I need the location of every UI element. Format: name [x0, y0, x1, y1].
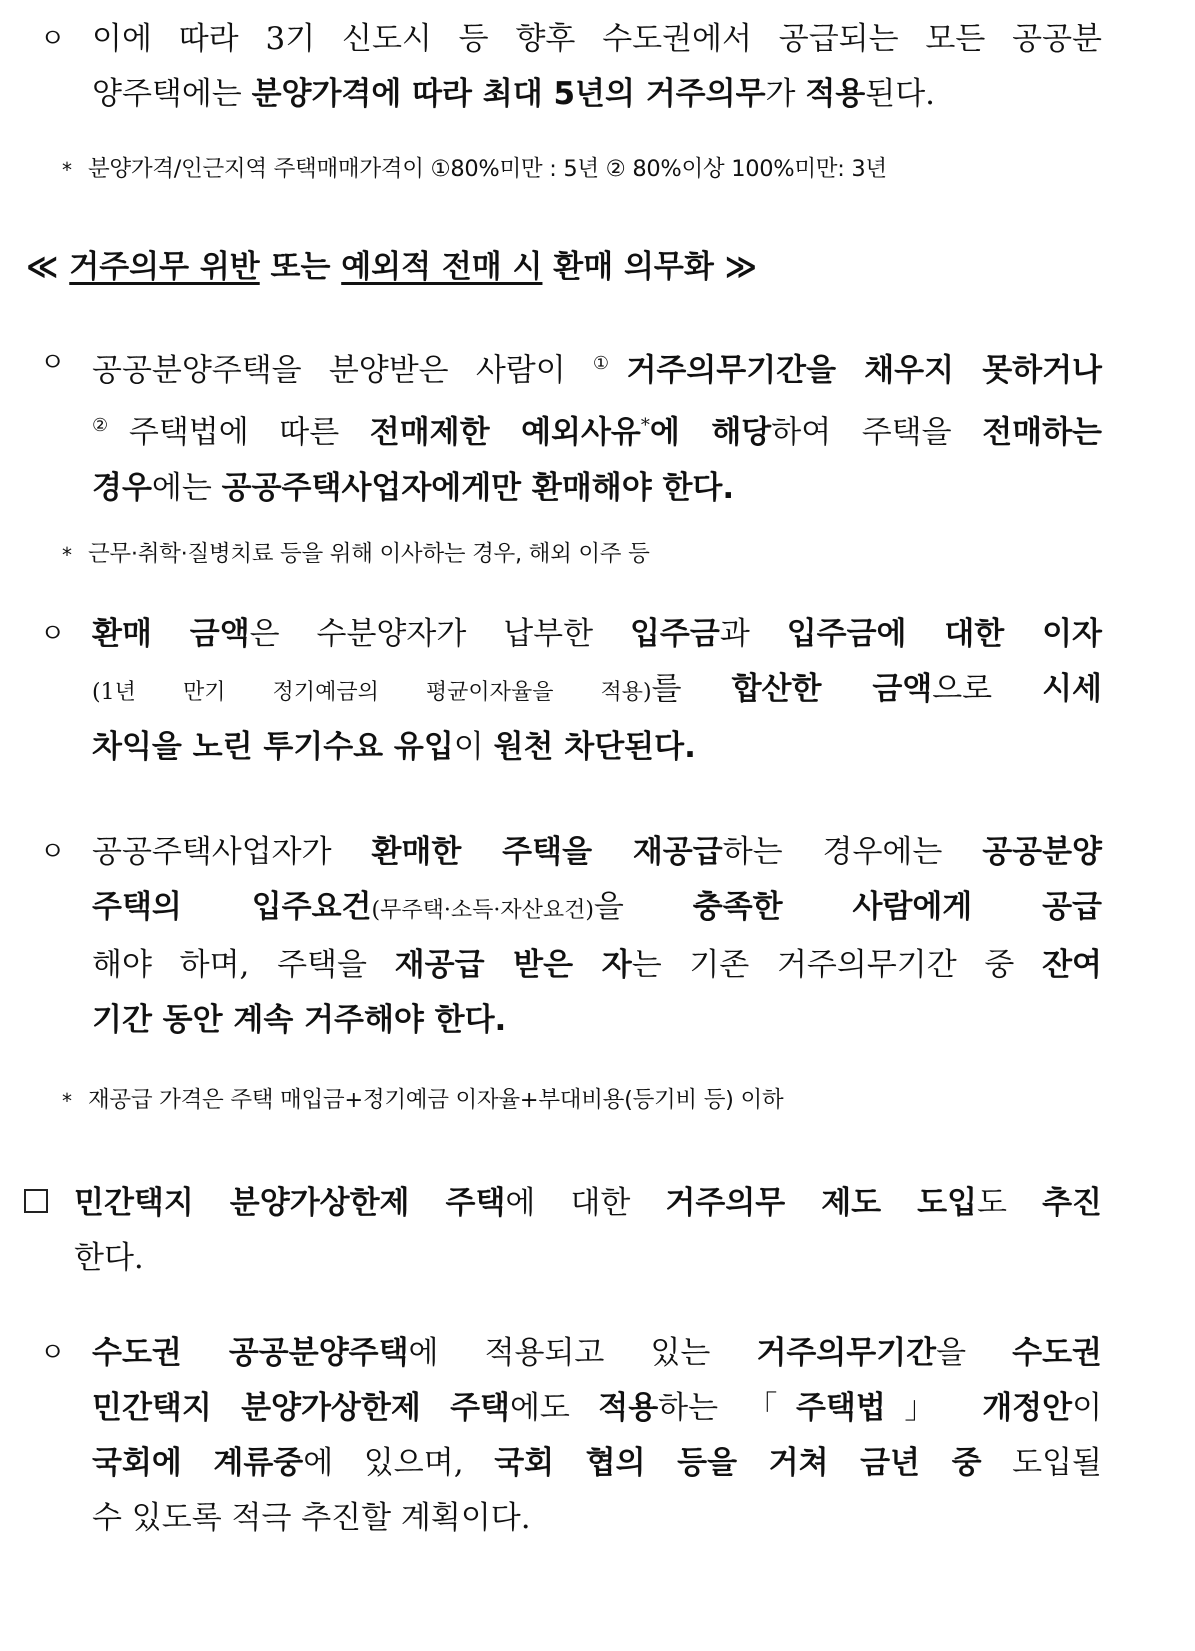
square-bullet-icon	[24, 1189, 48, 1213]
circle-bullet-icon: ㅇ	[40, 619, 66, 649]
asterisk-icon: *	[62, 1089, 72, 1113]
paragraph-6: 수도권 공공분양주택에 적용되고 있는 거주의무기간을 수도권 민간택지 분양가상한제 주택에도 적용하는 「주택법」 개정안이 국회에 계류중에 있으며, 국회 협의 등을 거쳐 금년 중 도입될 수 있도록 적극 추진할 계획이다.	[92, 1335, 1103, 1536]
circle-bullet-icon: ㅇ	[40, 348, 66, 378]
footnote-text: 근무·취학·질병치료 등을 위해 이사하는 경우, 해외 이주 등	[88, 541, 650, 567]
paragraph-3: 환매 금액은 수분양자가 납부한 입주금과 입주금에 대한 이자 (1년 만기 정기예금의 평균이자율을 적용)를 합산한 금액으로 시세 차익을 노린 투기수요 유입이 원천 차단된다.	[92, 616, 1103, 765]
paragraph-5: 민간택지 분양가상한제 주택에 대한 거주의무 제도 도입도 추진 한다.	[74, 1185, 1102, 1276]
asterisk-icon: *	[62, 158, 72, 182]
paragraph-4: 공공주택사업자가 환매한 주택을 재공급하는 경우에는 공공분양 주택의 입주요건(무주택·소득·자산요건)을 충족한 사람에게 공급 해야 하며, 주택을 재공급 받은 자는 기존 거주의무기간 중 잔여 기간 동안 계속 거주해야 한다.	[92, 834, 1102, 1038]
paragraph-1: 이에 따라 3기 신도시 등 향후 수도권에서 공급되는 모든 공공분 양주택에는 분양가격에 따라 최대 5년의 거주의무가 적용된다.	[92, 21, 1102, 112]
section-heading: ≪ 거주의무 위반 또는 예외적 전매 시 환매 의무화 ≫	[26, 249, 758, 285]
circle-bullet-icon: ㅇ	[40, 1338, 66, 1368]
paragraph-2: 공공분양주택을 분양받은 사람이 ①거주의무기간을 채우지 못하거나 ②주택법에 따른 전매제한 예외사유*에 해당하여 주택을 전매하는 경우에는 공공주택사업자에게만 환매해야 한다.	[92, 352, 1103, 506]
asterisk-icon: *	[62, 543, 72, 567]
circle-bullet-icon: ㅇ	[40, 837, 66, 867]
footnote-text: 재공급 가격은 주택 매입금+정기예금 이자율+부대비용(등기비 등) 이하	[88, 1087, 784, 1113]
footnote-text: 분양가격/인근지역 주택매매가격이 ①80%미만 : 5년 ② 80%이상 100%미만: 3년	[88, 156, 887, 182]
circle-bullet-icon: ㅇ	[40, 24, 66, 54]
